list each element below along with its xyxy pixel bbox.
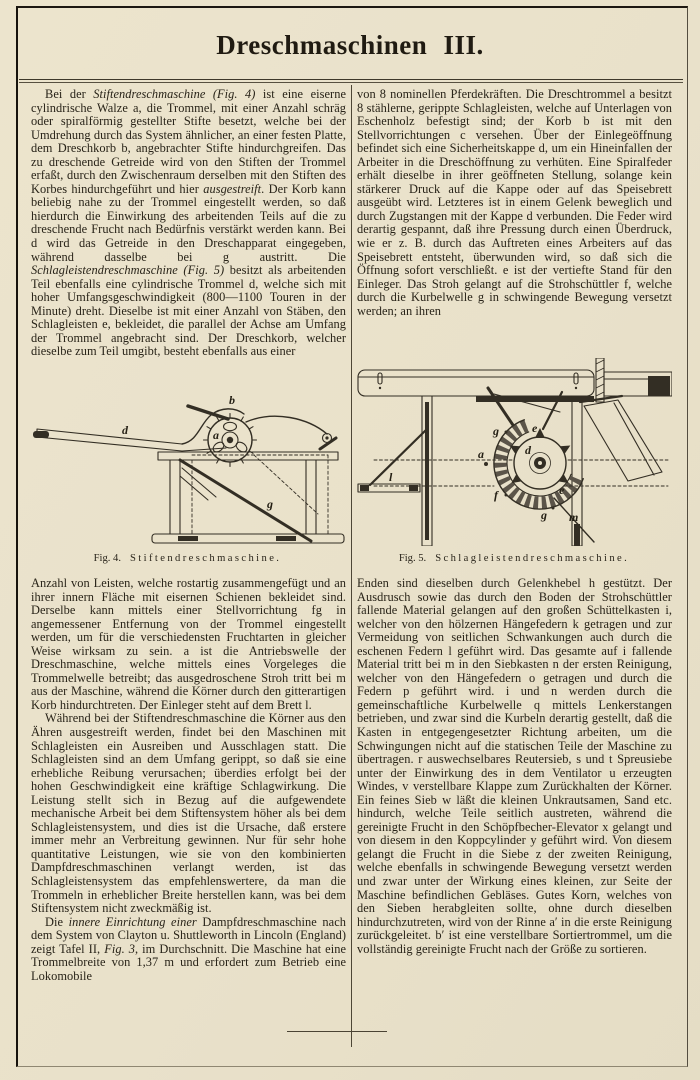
italic-text-run: Fig. 3 xyxy=(104,941,135,956)
italic-text-run: Stiftendreschmaschine (Fig. 4) xyxy=(93,87,256,101)
text-run: Dampfdreschmaschine nach dem System von Clayton u. Shuttleworth in Lincoln (England) zeigt Tafel II, xyxy=(31,914,346,956)
fig5-label-e-lower: e xyxy=(559,483,565,497)
fig5-label-d: d xyxy=(525,443,531,457)
text-run: Anzahl von Leisten, welche rostartig zusammengefügt und an ihrer innern Fläche mit eisernen Schienen bekleidet sind. Derselbe kann mittels einer Stellvorrichtung fg in angemessener Entfernung von der Trommel eingestellt werden, um für die verschiedensten Fruchtarten in gleicher Weise wirksam zu sein. a ist die Antriebswelle der Dreschmaschine, welche mittels eines Vorgeleges die Trommelwelle betreibt; das ausgedroschene Stroh tritt bei m aus der Maschine, während die Körner durch den gitterartigen Korb hindurchtreten. Der Einleger steht auf dem Brett l. xyxy=(31,576,346,712)
fig4-label-g: g xyxy=(267,497,273,511)
right-column-top-text xyxy=(357,88,672,318)
text-run: ist eine eiserne cylindrische Walze a, die Trommel, mit einer Anzahl schräg oder spiralförmig gestellter Stifte besetzt, welche bei der Umdrehung durch das System ähnlicher, an einer festen Platte, dem Dreschkorb b, angebrachter Stifte hindurchgreifen. Das zu dreschende Getreide wird von den Stiften der Trommel erfaßt, durch den Zwischenraum derselben mit den Stiften des Korbes hindurchgeführt und hier xyxy=(31,87,346,196)
figure-5-schlagleistendreschmaschine xyxy=(356,358,672,546)
fig4-caption-number: Fig. 4. xyxy=(93,553,121,564)
fig4-engraving xyxy=(30,394,345,544)
text-run: . Der Korb kann beliebig nahe zu der Trommel eingestellt werden, so daß hierdurch die Einwirkung des arbeitenden Teils auf die zu dreschende Frucht nach Bedürfnis verstärkt werden kann. Bei d wird das Getreide in den Dreschapparat eingegeben, während dasselbe bei g austritt. Die xyxy=(31,181,346,264)
fig5-engraving xyxy=(356,358,672,546)
right-column-bottom-text xyxy=(357,577,672,956)
figure-4-stiftendreschmaschine xyxy=(30,394,345,544)
italic-text-run: ausgestreift xyxy=(203,181,262,196)
italic-text-run: Schlagleistendreschmaschine (Fig. 5) xyxy=(31,263,225,278)
text-run: Bei der xyxy=(45,87,94,101)
paragraph xyxy=(31,916,346,984)
fig4-caption xyxy=(30,553,345,569)
paragraph xyxy=(31,577,346,712)
paragraph xyxy=(31,712,346,915)
end-of-article-rule xyxy=(287,1031,387,1032)
fig4-label-d: d xyxy=(122,423,128,437)
fig5-caption xyxy=(356,553,672,569)
fig5-label-a: a xyxy=(478,447,484,461)
text-run: von 8 nominellen Pferdekräften. Die Dreschtrommel a besitzt 8 stählerne, gerippte Schlagleisten, welche auf Unterlagen von Eschenholz befestigt sind; der Korb b ist mit den Stellvorrichtungen c versehen. Über der Einlegeöffnung befindet sich eine Sicherheitskappe d, um ein Hineinfallen der Arbeiter in die Dreschöffnung zu verhüten. Eine Spiralfeder erhält dieselbe in ihrer geöffneten Stellung, solange kein stärkerer Druck auf die Kappe oder auf das Speisebrett ausgeübt wird. Letzteres ist in einem Gelenk beweglich und durch Zugstangen mit der Kappe d verbunden. Die Feder wird derartig gespannt, daß ihre Pressung durch einen Überdruck, wie er z. B. durch das Auftreten eines Arbeiters auf das Speisebrett entsteht, überwunden wird, so daß sich die Öffnung sofort verschließt. e ist der vertiefte Stand für den Einleger. Das Stroh gelangt auf die Strohschüttler f, welche durch die Kurbelwelle g in schwingende Bewegung versetzt werden; an ihren xyxy=(357,87,672,318)
title-rule xyxy=(19,79,683,83)
fig5-caption-number: Fig. 5. xyxy=(398,553,427,564)
column-divider-rule xyxy=(351,85,352,1047)
fig4-label-a: a xyxy=(213,428,219,442)
paragraph xyxy=(357,577,672,956)
left-column-top-text xyxy=(31,88,346,359)
text-run: Die xyxy=(45,914,69,929)
page-title: Dreschmaschinen III. xyxy=(216,30,484,60)
paragraph xyxy=(357,88,672,318)
text-run: Enden sind dieselben durch Gelenkhebel h gestützt. Der Ausdrusch sowie das durch den Boden der Strohschüttler fallende Material gelangen auf den großen Schüttelkasten i, welcher von den hölzernen Hängefedern k getragen und zur Vermeidung von seitlichen Schwankungen auch durch die eschenen Federn l geführt wird. Das gesamte auf i fallende Material tritt bei m in den Siebkasten n der ersten Reinigung, welcher von den Hängefedern o getragen und durch die Federn p geführt wird. i und n werden durch die gemeinschaftliche Kurbelwelle q mittels Lenkerstangen betrieben, und zwar sind die Kurbeln derartig gestellt, daß die Kasten in entgegengesetzter Richtung arbeiten, um die Schwingungen nicht auf die statischen Teile der Maschine zu übertragen. r auswechselbares Reutersieb, s und t Spreusiebe unter der Einwirkung des in dem Ventilator u erzeugten Windes, v verstellbare Klappe zum Zurückhalten der Körner. Ein feines Sieb w läßt die kleinen Unkrautsamen, Sand etc. hindurch, welche Teile seitlich austreten, während die gereinigte Frucht in den Schöpfbecher-Elevator x gelangt und von diesem in den Koppcylinder y geführt wird. Von diesem gelangt die Frucht in die Siebe z der zweiten Reinigung, welche ebenfalls in schwingende Bewegung versetzt werden und zwar unter der Wirkung eines kleinen, zur Seite der Maschine befindlichen Gebläses. Gutes Korn, welches von den Sieben herabgleiten sollte, ohne durch dieselben hindurchzutreten, wird von der Rinne a′ in die erste Reinigung zurückgeleitet. b′ ist eine verstellbare Sortiertrommel, um die vollständig gereinigte Frucht nach der Größe zu sortieren. xyxy=(357,576,672,956)
text-run: Während bei der Stiftendreschmaschine die Körner aus den Ähren ausgestreift werden, findet bei den Maschinen mit Schlagleisten ein Ausreiben und Ausschlagen statt. Die Schlagleisten sind an dem Umfang gerippt, so daß sie eine erhebliche Reibung verursachen; überdies erfolgt bei der hohen Geschwindigkeit eine kräftige Schlagwirkung. Die Leistung stellt sich in Bezug auf die aufgewendete mechanische Arbeit bei dem Stiftensystem höher als bei dem Schlagleistensystem, und dies ist die Ursache, daß erstere immer mehr an Verbreitung gewinnen. Nur für sehr hohe quantitative Leistungen, wie sie von den kombinierten Dampfdreschmaschinen verlangt werden, ist das Schlagleistensystem das empfehlenswertere, da man die Trommeln in erheblicher Breite herstellen kann, was bei dem Stiftensystem nicht zweckmäßig ist. xyxy=(31,711,346,916)
italic-text-run: innere Einrichtung einer xyxy=(68,914,197,929)
fig5-label-g-upper: g xyxy=(493,424,499,438)
fig5-caption-name: Schlagleistendreschmaschine. xyxy=(435,553,630,564)
fig5-label-m: m xyxy=(569,510,579,524)
fig5-label-l: l xyxy=(389,470,393,484)
paragraph xyxy=(31,88,346,359)
fig5-label-f: f xyxy=(494,488,498,502)
fig4-label-b: b xyxy=(229,394,235,407)
text-run: besitzt als arbeitenden Teil ebenfalls eine cylindrische Trommel d, welche sich mit hoher Umfangsgeschwindigkeit (800—1100 Touren in der Minute) dreht. Dieselbe ist mit einer Anzahl von Stäben, den Schlagleisten e, bekleidet, die parallel der Achse am Umfang der Trommel angebracht sind. Der Dreschkorb, welcher dieselbe zum Teil umgibt, besteht ebenfalls aus einer xyxy=(31,263,346,359)
text-run: , im Durchschnitt. Die Maschine hat eine Trommelbreite von 1,37 m und erfordert zum Betrieb eine Lokomobile xyxy=(31,941,346,983)
left-column-bottom-text xyxy=(31,577,346,983)
fig4-caption-name: Stiftendreschmaschine. xyxy=(130,553,282,564)
fig5-label-g-lower: g xyxy=(541,508,547,522)
fig5-label-e-upper: e xyxy=(532,421,538,435)
